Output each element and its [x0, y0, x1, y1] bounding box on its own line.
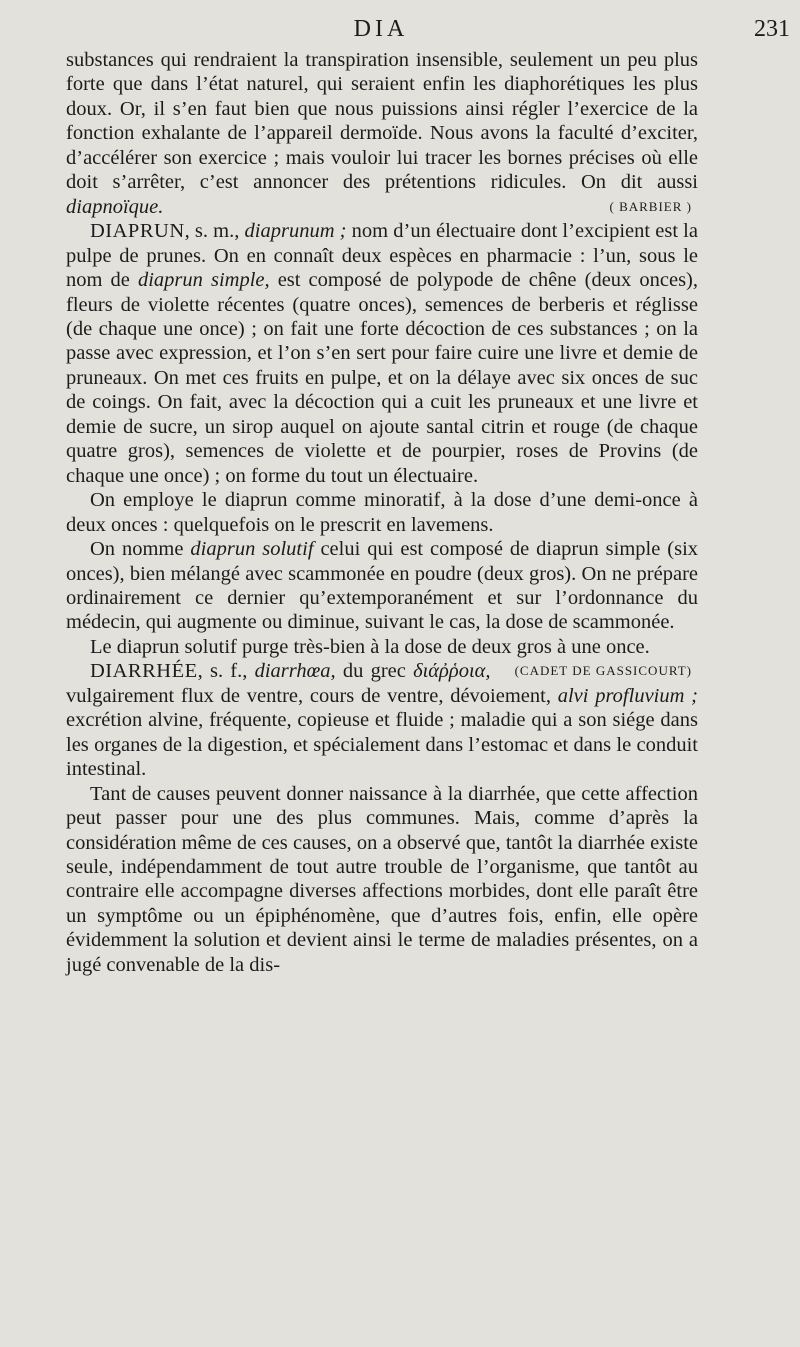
- paragraph-text: On nomme: [90, 538, 191, 561]
- paragraph-text: celui qui est composé de diaprun simple (six onces), bien mélangé avec scammonée en poudre (deux gros). On ne prépare ordinairement ce dernier qu’extemporanément et sur l’ordonnance du médecin, qui augmente ou diminue, suivant le cas, la dose de scammonée.: [66, 538, 699, 634]
- paragraph-text: du grec: [335, 660, 414, 683]
- entry-headword: DIARRHÉE: [90, 660, 198, 683]
- running-head: DIA: [353, 16, 409, 42]
- paragraph-causes: Tant de causes peuvent donner naissance à la diarrhée, que cette affection peut passer pour une des plus communes. Mais, comme d’après la considération même de ces causes, on a observé que, tantôt la diarrhée existe seule, indépendamment de tout autre trouble de l’organisme, que tantôt au contraire elle accompagne diverses affections morbides, dont elle paraît être un symptôme ou un épiphénomène, que d’autres fois, enfin, elle opère évidemment la solution et devient ainsi le terme de maladies présentes, on a jugé convenable de la dis-: [66, 782, 698, 976]
- page-number: 231: [754, 16, 790, 42]
- latin-term: diarrhœa,: [254, 660, 336, 683]
- paragraph-diaprun-solutif: [66, 537, 698, 635]
- paragraph-text: excrétion alvine, fréquente, copieuse et fluide ; maladie qui a son siége dans les organes de la digestion, et spécialement dans l’estomac et dans le conduit intestinal.: [66, 709, 698, 781]
- paragraph-text: Le diaprun solutif purge très-bien à la dose de deux gros à une once.: [90, 635, 650, 658]
- paragraph-text: est composé de polypode de chêne (deux onces), fleurs de violette récentes (quatre onces), semences de berberis et réglisse (de chaque une once) ; on fait une forte décoction de ces substances ; on la passe avec expression, et l’on s’en sert pour faire cuire une livre et demie de pruneaux. On met ces fruits en pulpe, et on la délaye avec six onces de suc de coings. On fait, avec la décoction qui a cuit les pruneaux et une livre et demie de sucre, un sirop auquel on ajoute santal citrin et rouge (de chaque quatre gros), semences de violette et de pourpier, roses de Provins (de chaque une once) ; on forme du tout un électuaire.: [66, 269, 698, 487]
- paragraph-diaphoretiques-end: [66, 48, 698, 219]
- paragraph-text: nom d’un électuaire dont l’excipient est la pulpe de prunes. On en connaît deux espèces en pharmacie : l’un, sous le nom de: [66, 220, 698, 292]
- paragraph-minoratif: On employe le diaprun comme minoratif, à la dose d’une demi-once à deux onces : quelquefois on le prescrit en lavemens.: [66, 489, 698, 536]
- entry-headword: DIAPRUN: [90, 220, 185, 243]
- body-text: [66, 48, 698, 977]
- author-signature: (CADET DE GASSICOURT): [514, 663, 692, 679]
- grammar-note: , s. f.,: [197, 660, 255, 683]
- latin-term: diaprunum ;: [244, 220, 347, 243]
- page-header: [66, 16, 796, 46]
- entry-diaprun: [66, 219, 698, 488]
- italic-term: diaprun solutif: [190, 538, 314, 561]
- paragraph-text: vulgairement flux de ventre, cours de ventre, dévoiement,: [66, 684, 558, 707]
- italic-term: diaprun simple,: [137, 269, 270, 292]
- grammar-note: , s. m.,: [184, 220, 245, 243]
- greek-term: διάῤῥοια,: [413, 660, 491, 683]
- latin-term: alvi profluvium ;: [557, 684, 698, 707]
- italic-term: diapnoïque.: [66, 195, 164, 218]
- author-signature: ( BARBIER ): [609, 198, 692, 214]
- paragraph-text: substances qui rendraient la transpiration insensible, seulement un peu plus forte que dans l’état naturel, qui seraient enfin les diaphorétiques les plus doux. Or, il s’en faut bien que nous puissions ainsi régler l’exercice de la fonction exhalante de l’appareil dermoïde. Nous avons la faculté d’exciter, d’accélérer son exercice ; mais vouloir lui tracer les bornes précises où elle doit s’arrêter, c’est annoncer des prétentions ridicules. On dit aussi: [66, 49, 698, 194]
